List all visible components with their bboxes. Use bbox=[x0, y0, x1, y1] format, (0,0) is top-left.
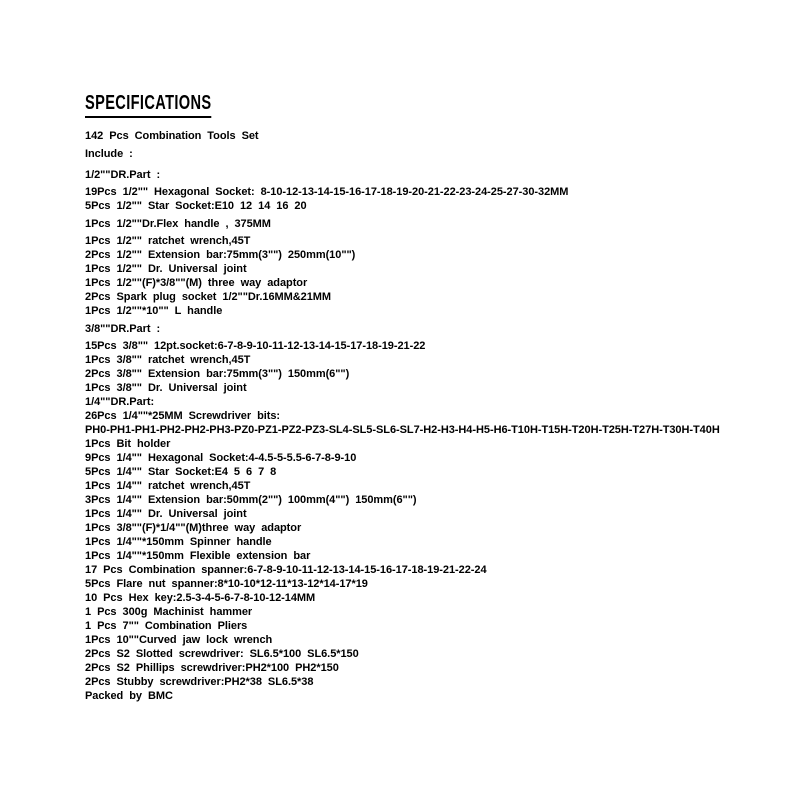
spec-line: 1Pcs 10""Curved jaw lock wrench bbox=[85, 634, 273, 646]
spec-block-three-eighths-heading bbox=[85, 322, 755, 336]
spec-line: 1Pcs 1/4"" Dr. Universal joint bbox=[85, 508, 247, 520]
spec-line: 1Pcs 3/8"" ratchet wrench,45T bbox=[85, 354, 251, 366]
spec-list bbox=[85, 129, 755, 703]
spec-line: Packed by BMC bbox=[85, 690, 173, 702]
spec-line: 2Pcs 3/8"" Extension bar:75mm(3"") 150mm(6"") bbox=[85, 368, 350, 380]
spec-line: 5Pcs 1/4"" Star Socket:E4 5 6 7 8 bbox=[85, 466, 277, 478]
spec-block-flex-handle bbox=[85, 217, 755, 231]
spec-line: 10 Pcs Hex key:2.5-3-4-5-6-7-8-10-12-14MM bbox=[85, 592, 316, 604]
spec-line: 9Pcs 1/4"" Hexagonal Socket:4-4.5-5-5.5-6-7-8-9-10 bbox=[85, 452, 357, 464]
spec-line: 142 Pcs Combination Tools Set bbox=[85, 130, 259, 142]
spec-line: 1Pcs 1/4"" ratchet wrench,45T bbox=[85, 480, 251, 492]
spec-line: 17 Pcs Combination spanner:6-7-8-9-10-11-12-13-14-15-16-17-18-19-21-22-24 bbox=[85, 564, 487, 576]
spec-line: Include : bbox=[85, 148, 133, 160]
spec-block-include-label bbox=[85, 147, 755, 161]
spec-line: 1 Pcs 300g Machinist hammer bbox=[85, 606, 253, 618]
spec-line: 2Pcs Stubby screwdriver:PH2*38 SL6.5*38 bbox=[85, 676, 314, 688]
page-title: SPECIFICATIONS bbox=[85, 92, 212, 118]
spec-line: 1/2""DR.Part : bbox=[85, 169, 161, 181]
spec-block-half-inch-sockets bbox=[85, 185, 755, 213]
spec-line: 5Pcs 1/2"" Star Socket:E10 12 14 16 20 bbox=[85, 200, 307, 212]
spec-block-half-inch-dr-heading bbox=[85, 168, 755, 182]
spec-line: 1Pcs Bit holder bbox=[85, 438, 171, 450]
spec-line: 1/4""DR.Part: bbox=[85, 396, 155, 408]
spec-line: 1Pcs 1/2"" Dr. Universal joint bbox=[85, 263, 247, 275]
spec-line: 1Pcs 1/2""*10"" L handle bbox=[85, 305, 223, 317]
spec-line: 2Pcs Spark plug socket 1/2""Dr.16MM&21MM bbox=[85, 291, 332, 303]
spec-line: 3Pcs 1/4"" Extension bar:50mm(2"") 100mm(4"") 150mm(6"") bbox=[85, 494, 417, 506]
spec-line: 1Pcs 3/8""(F)*1/4""(M)three way adaptor bbox=[85, 522, 302, 534]
spec-line: 1Pcs 1/2""(F)*3/8""(M) three way adaptor bbox=[85, 277, 308, 289]
spec-line: 2Pcs S2 Phillips screwdriver:PH2*100 PH2*150 bbox=[85, 662, 339, 674]
spec-line: 1Pcs 3/8"" Dr. Universal joint bbox=[85, 382, 247, 394]
spec-line: 1Pcs 1/4""*150mm Flexible extension bar bbox=[85, 550, 311, 562]
spec-block-half-inch-tools bbox=[85, 234, 755, 318]
spec-line: 2Pcs 1/2"" Extension bar:75mm(3"") 250mm(10"") bbox=[85, 249, 356, 261]
spec-line: 5Pcs Flare nut spanner:8*10-10*12-11*13-12*14-17*19 bbox=[85, 578, 368, 590]
spec-line: 3/8""DR.Part : bbox=[85, 323, 161, 335]
document-page bbox=[85, 92, 755, 703]
spec-line: 26Pcs 1/4""*25MM Screwdriver bits: bbox=[85, 410, 281, 422]
spec-line: 1 Pcs 7"" Combination Pliers bbox=[85, 620, 248, 632]
spec-line: 1Pcs 1/2"" ratchet wrench,45T bbox=[85, 235, 251, 247]
spec-block-remaining-items bbox=[85, 339, 755, 703]
spec-line: 15Pcs 3/8"" 12pt.socket:6-7-8-9-10-11-12-13-14-15-17-18-19-21-22 bbox=[85, 340, 426, 352]
spec-line: 1Pcs 1/4""*150mm Spinner handle bbox=[85, 536, 272, 548]
spec-line: 19Pcs 1/2"" Hexagonal Socket: 8-10-12-13-14-15-16-17-18-19-20-21-22-23-24-25-27-30-32MM bbox=[85, 186, 569, 198]
spec-line: 1Pcs 1/2""Dr.Flex handle , 375MM bbox=[85, 218, 271, 230]
spec-block-set-title bbox=[85, 129, 755, 143]
spec-line: PH0-PH1-PH1-PH2-PH2-PH3-PZ0-PZ1-PZ2-PZ3-SL4-SL5-SL6-SL7-H2-H3-H4-H5-H6-T10H-T15H-T20H-T25H-T27H-T30H-T40H bbox=[85, 424, 720, 436]
spec-line: 2Pcs S2 Slotted screwdriver: SL6.5*100 SL6.5*150 bbox=[85, 648, 359, 660]
